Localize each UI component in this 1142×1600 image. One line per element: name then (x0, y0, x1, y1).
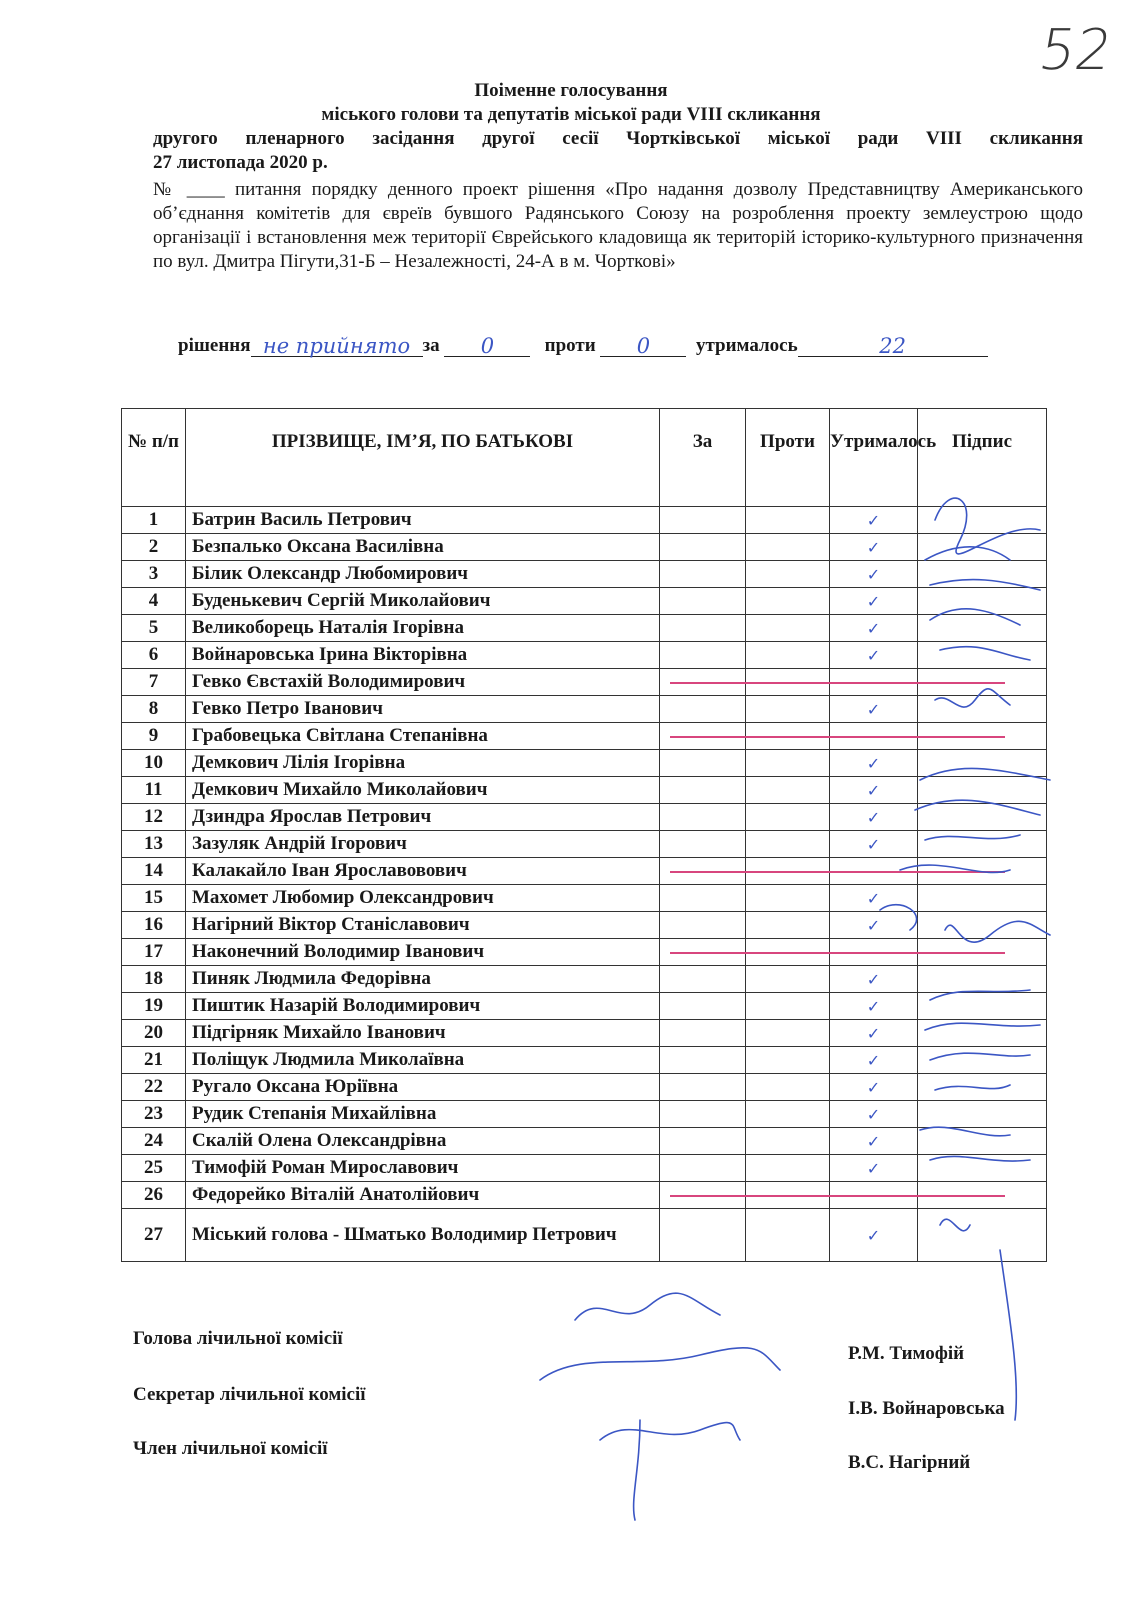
signature-cell (918, 642, 1047, 669)
vote-against-cell (746, 912, 830, 939)
signature-cell (918, 534, 1047, 561)
signature-cell (918, 1074, 1047, 1101)
vote-abstain-cell: ✓ (830, 507, 918, 534)
deputy-name: Поліщук Людмила Миколаївна (186, 1047, 660, 1074)
absent-strike-line (670, 736, 1005, 738)
signature-cell (918, 696, 1047, 723)
vote-for-cell (660, 993, 746, 1020)
vote-against-cell (746, 696, 830, 723)
vote-abstain-cell: ✓ (830, 534, 918, 561)
table-row (122, 1101, 1047, 1128)
vote-against-cell (746, 993, 830, 1020)
vote-against-cell (746, 1209, 830, 1262)
vote-for-cell (660, 1128, 746, 1155)
vote-for-cell (660, 1020, 746, 1047)
table-row (122, 588, 1047, 615)
against-label: проти (544, 335, 596, 356)
deputy-name: Демкович Лілія Ігорівна (186, 750, 660, 777)
vote-for-cell (660, 804, 746, 831)
document-title: Поіменне голосування (474, 80, 668, 101)
signature-cell (918, 912, 1047, 939)
header-name: ПРІЗВИЩЕ, ІМ’Я, ПО БАТЬКОВІ (186, 409, 660, 507)
vote-abstain-cell: ✓ (830, 831, 918, 858)
session-line: другого пленарного засідання другої сесії Чортківської міської ради VIII скликання (153, 128, 1083, 149)
for-label: за (422, 335, 440, 356)
vote-abstain-cell: ✓ (830, 750, 918, 777)
row-number: 13 (122, 831, 186, 858)
table-row (122, 534, 1047, 561)
vote-for-cell (660, 912, 746, 939)
row-number: 21 (122, 1047, 186, 1074)
table-row (122, 804, 1047, 831)
table-row (122, 561, 1047, 588)
vote-against-cell (746, 831, 830, 858)
deputy-name: Безпалько Оксана Василівна (186, 534, 660, 561)
vote-for-cell (660, 696, 746, 723)
vote-abstain-cell: ✓ (830, 588, 918, 615)
deputy-name: Ругало Оксана Юріївна (186, 1074, 660, 1101)
signature-cell (918, 507, 1047, 534)
abstain-value: 22 (798, 334, 988, 357)
table-row (122, 1047, 1047, 1074)
vote-abstain-cell: ✓ (830, 912, 918, 939)
table-row (122, 1128, 1047, 1155)
deputy-name: Зазуляк Андрій Ігорович (186, 831, 660, 858)
vote-against-cell (746, 1101, 830, 1128)
header-num: № п/п (122, 409, 186, 507)
vote-abstain-cell: ✓ (830, 993, 918, 1020)
table-row (122, 750, 1047, 777)
table-row (122, 993, 1047, 1020)
table-row (122, 831, 1047, 858)
signature-cell (918, 615, 1047, 642)
row-number: 24 (122, 1128, 186, 1155)
deputy-name: Махомет Любомир Олександрович (186, 885, 660, 912)
deputy-name: Скалій Олена Олександрівна (186, 1128, 660, 1155)
decision-line (178, 334, 988, 357)
vote-against-cell (746, 642, 830, 669)
vote-against-cell (746, 507, 830, 534)
deputy-name: Рудик Степанія Михайлівна (186, 1101, 660, 1128)
vote-against-cell (746, 885, 830, 912)
header-against: Проти (746, 409, 830, 507)
deputy-name: Наконечний Володимир Іванович (186, 939, 660, 966)
signature-cell (918, 1209, 1047, 1262)
deputy-name: Пиштик Назарій Володимирович (186, 993, 660, 1020)
row-number: 17 (122, 939, 186, 966)
vote-abstain-cell: ✓ (830, 1047, 918, 1074)
table-row (122, 1020, 1047, 1047)
deputy-name: Пиняк Людмила Федорівна (186, 966, 660, 993)
row-number: 9 (122, 723, 186, 750)
vote-for-cell (660, 588, 746, 615)
vote-for-cell (660, 777, 746, 804)
row-number: 27 (122, 1209, 186, 1262)
row-number: 16 (122, 912, 186, 939)
commission-head-name: Р.М. Тимофій (848, 1343, 965, 1364)
absent-strike-line (670, 1195, 1005, 1197)
vote-for-cell (660, 966, 746, 993)
deputy-name: Гевко Петро Іванович (186, 696, 660, 723)
vote-for-cell (660, 1155, 746, 1182)
absent-strike-line (670, 682, 1005, 684)
table-row (122, 696, 1047, 723)
vote-abstain-cell: ✓ (830, 966, 918, 993)
signature-cell (918, 1128, 1047, 1155)
table-header-row (122, 409, 1047, 507)
table-row (122, 885, 1047, 912)
commission-secretary-label: Секретар лічильної комісії (133, 1384, 366, 1405)
row-number: 15 (122, 885, 186, 912)
table-row (122, 966, 1047, 993)
signature-cell (918, 588, 1047, 615)
vote-abstain-cell: ✓ (830, 777, 918, 804)
table-row (122, 615, 1047, 642)
signature-cell (918, 993, 1047, 1020)
vote-abstain-cell: ✓ (830, 615, 918, 642)
deputy-name: Федорейко Віталій Анатолійович (186, 1182, 660, 1209)
row-number: 22 (122, 1074, 186, 1101)
deputy-name: Підгірняк Михайло Іванович (186, 1020, 660, 1047)
agenda-question: № ____ питання порядку денного проект рішення «Про надання дозволу Представництву Американського об’єднання комітетів для євреїв бувшого Радянського Союзу на розроблення проекту землеустрою щодо організації і встановлення меж території Єврейського кладовища як територій історико-культурного призначення по вул. Дмитра Пігути,31-Б – Незалежності, 24-А в м. Чорткові» (153, 179, 1083, 272)
vote-abstain-cell: ✓ (830, 1155, 918, 1182)
row-number: 3 (122, 561, 186, 588)
row-number: 2 (122, 534, 186, 561)
header-for: За (660, 409, 746, 507)
page-number: 52 (1034, 18, 1117, 83)
vote-abstain-cell: ✓ (830, 1074, 918, 1101)
vote-against-cell (746, 966, 830, 993)
deputy-name: Дзиндра Ярослав Петрович (186, 804, 660, 831)
vote-for-cell (660, 885, 746, 912)
row-number: 26 (122, 1182, 186, 1209)
vote-for-cell (660, 642, 746, 669)
vote-against-cell (746, 804, 830, 831)
signature-cell (918, 750, 1047, 777)
deputy-name: Батрин Василь Петрович (186, 507, 660, 534)
row-number: 19 (122, 993, 186, 1020)
commission-member-name: В.С. Нагірний (848, 1452, 971, 1473)
signature-cell (918, 1047, 1047, 1074)
vote-against-cell (746, 588, 830, 615)
vote-against-cell (746, 777, 830, 804)
abstain-label: утрималось (695, 335, 798, 356)
vote-for-cell (660, 831, 746, 858)
vote-against-cell (746, 1020, 830, 1047)
vote-against-cell (746, 1047, 830, 1074)
deputy-name: Буденькевич Сергій Миколайович (186, 588, 660, 615)
vote-against-cell (746, 750, 830, 777)
vote-against-cell (746, 1155, 830, 1182)
vote-for-cell (660, 1209, 746, 1262)
signature-cell (918, 1101, 1047, 1128)
row-number: 10 (122, 750, 186, 777)
row-number: 8 (122, 696, 186, 723)
against-value: 0 (600, 334, 686, 357)
table-row (122, 507, 1047, 534)
row-number: 18 (122, 966, 186, 993)
row-number: 25 (122, 1155, 186, 1182)
deputy-name: Білик Олександр Любомирович (186, 561, 660, 588)
absent-strike-line (670, 871, 1005, 873)
vote-against-cell (746, 615, 830, 642)
table-row (122, 1209, 1047, 1262)
table-row (122, 777, 1047, 804)
vote-for-cell (660, 1101, 746, 1128)
table-row (122, 642, 1047, 669)
vote-for-cell (660, 750, 746, 777)
session-date: 27 листопада 2020 р. (153, 152, 328, 173)
vote-for-cell (660, 561, 746, 588)
vote-abstain-cell: ✓ (830, 804, 918, 831)
document-subtitle: міського голови та депутатів міської ради VIII скликання (321, 104, 821, 125)
signature-cell (918, 966, 1047, 993)
deputy-name: Тимофій Роман Мирославович (186, 1155, 660, 1182)
absent-strike-line (670, 952, 1005, 954)
header-signature: Підпис (918, 409, 1047, 507)
vote-abstain-cell: ✓ (830, 1101, 918, 1128)
vote-abstain-cell: ✓ (830, 696, 918, 723)
vote-against-cell (746, 1074, 830, 1101)
signature-cell (918, 885, 1047, 912)
row-number: 4 (122, 588, 186, 615)
commission-head-label: Голова лічильної комісії (133, 1328, 343, 1349)
signature-cell (918, 1155, 1047, 1182)
deputy-name: Грабовецька Світлана Степанівна (186, 723, 660, 750)
row-number: 6 (122, 642, 186, 669)
header-abstain: Утрималось (830, 409, 918, 507)
vote-for-cell (660, 1047, 746, 1074)
vote-for-cell (660, 534, 746, 561)
vote-abstain-cell: ✓ (830, 1020, 918, 1047)
signature-cell (918, 804, 1047, 831)
signature-cell (918, 1020, 1047, 1047)
row-number: 7 (122, 669, 186, 696)
signature-cell (918, 777, 1047, 804)
row-number: 14 (122, 858, 186, 885)
for-value: 0 (444, 334, 530, 357)
deputy-name: Войнаровська Ірина Вікторівна (186, 642, 660, 669)
vote-for-cell (660, 1074, 746, 1101)
vote-abstain-cell: ✓ (830, 885, 918, 912)
decision-label: рішення (178, 335, 251, 356)
deputy-name: Гевко Євстахій Володимирович (186, 669, 660, 696)
vote-abstain-cell: ✓ (830, 1209, 918, 1262)
deputy-name: Калакайло Іван Ярославовович (186, 858, 660, 885)
vote-abstain-cell: ✓ (830, 561, 918, 588)
signature-cell (918, 831, 1047, 858)
row-number: 23 (122, 1101, 186, 1128)
row-number: 11 (122, 777, 186, 804)
row-number: 20 (122, 1020, 186, 1047)
vote-against-cell (746, 1128, 830, 1155)
deputy-name: Демкович Михайло Миколайович (186, 777, 660, 804)
vote-for-cell (660, 507, 746, 534)
deputy-name: Міський голова - Шматько Володимир Петрович (186, 1209, 660, 1262)
commission-secretary-name: І.В. Войнаровська (848, 1398, 1005, 1419)
vote-abstain-cell: ✓ (830, 642, 918, 669)
vote-abstain-cell: ✓ (830, 1128, 918, 1155)
table-row (122, 1074, 1047, 1101)
row-number: 12 (122, 804, 186, 831)
signature-cell (918, 561, 1047, 588)
deputy-name: Великоборець Наталія Ігорівна (186, 615, 660, 642)
vote-against-cell (746, 534, 830, 561)
row-number: 1 (122, 507, 186, 534)
roll-call-table (121, 408, 1047, 1262)
deputy-name: Нагірний Віктор Станіславович (186, 912, 660, 939)
row-number: 5 (122, 615, 186, 642)
table-row (122, 1155, 1047, 1182)
table-row (122, 912, 1047, 939)
vote-for-cell (660, 615, 746, 642)
decision-result: не прийнято (251, 334, 423, 357)
vote-against-cell (746, 561, 830, 588)
commission-member-label: Член лічильної комісії (133, 1438, 328, 1459)
